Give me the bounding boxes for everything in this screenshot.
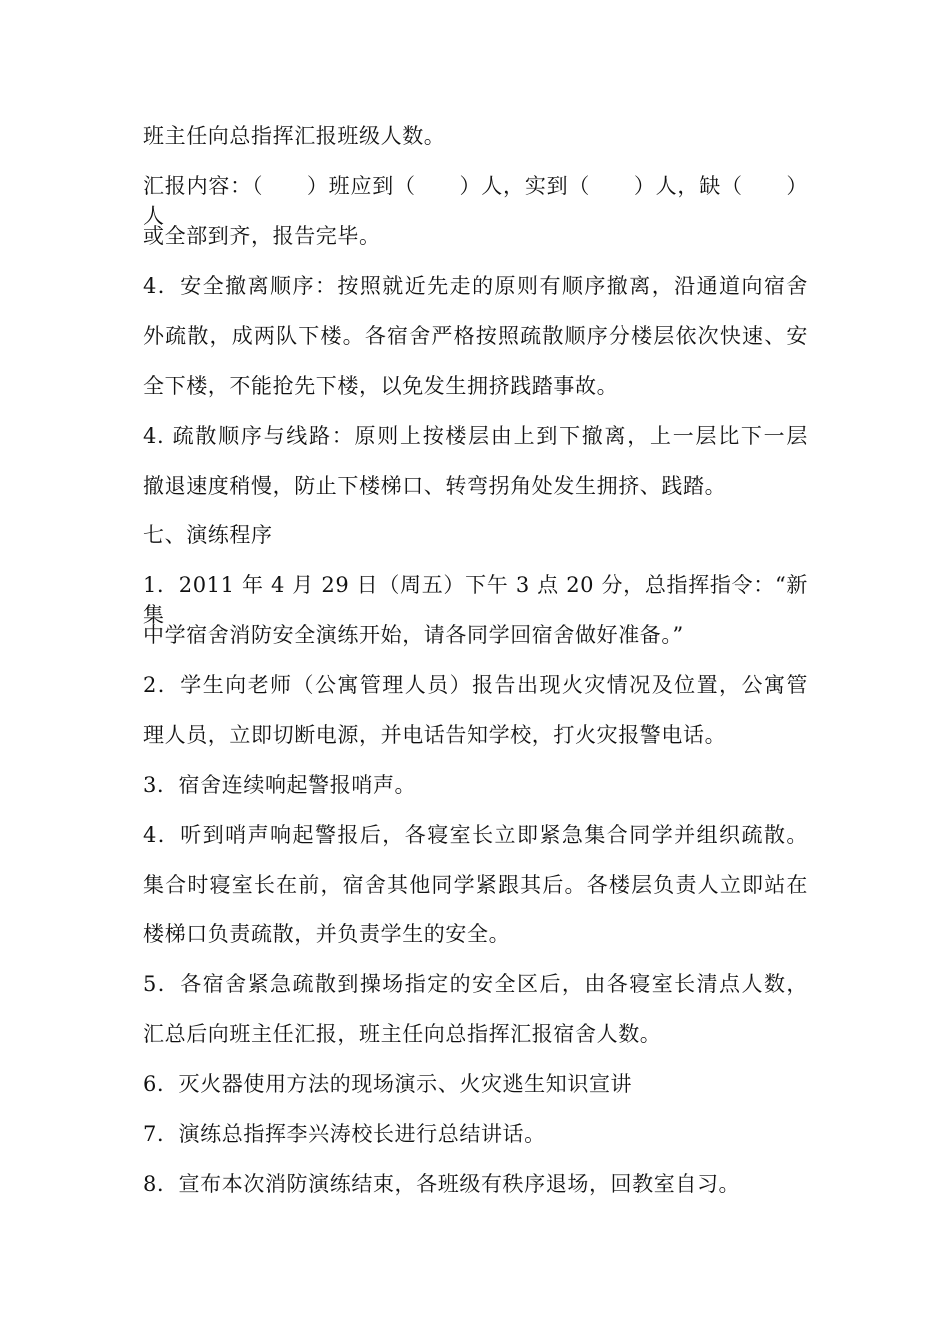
section-heading: 七、演练程序	[143, 523, 273, 547]
text-line: 7．演练总指挥李兴涛校长进行总结讲话。	[143, 1122, 546, 1146]
text-line: 汇报内容：（ ）班应到（ ）人，实到（ ）人，缺（ ）人	[143, 174, 808, 228]
text-line: 4. 疏散顺序与线路：原则上按楼层由上到下撤离，上一层比下一层	[143, 424, 808, 448]
text-line: 2．学生向老师（公寓管理人员）报告出现火灾情况及位置，公寓管	[143, 673, 808, 697]
text-line: 5．各宿舍紧急疏散到操场指定的安全区后，由各寝室长清点人数，	[143, 972, 808, 996]
text-line: 汇总后向班主任汇报，班主任向总指挥汇报宿舍人数。	[143, 1022, 662, 1046]
text-line: 或全部到齐，报告完毕。	[143, 224, 381, 248]
text-line: 全下楼，不能抢先下楼，以免发生拥挤践踏事故。	[143, 374, 619, 398]
text-line: 6．灭火器使用方法的现场演示、火灾逃生知识宣讲	[143, 1072, 633, 1096]
text-line: 8．宣布本次消防演练结束，各班级有秩序退场，回教室自习。	[143, 1172, 741, 1196]
text-line: 撤退速度稍慢，防止下楼梯口、转弯拐角处发生拥挤、践踏。	[143, 474, 727, 498]
text-line: 3．宿舍连续响起警报哨声。	[143, 773, 417, 797]
text-line: 4．安全撤离顺序：按照就近先走的原则有顺序撤离，沿通道向宿舍	[143, 274, 808, 298]
text-line: 外疏散，成两队下楼。各宿舍严格按照疏散顺序分楼层依次快速、安	[143, 324, 808, 348]
text-line: 4．听到哨声响起警报后，各寝室长立即紧急集合同学并组织疏散。	[143, 823, 808, 847]
text-line: 中学宿舍消防安全演练开始，请各同学回宿舍做好准备。”	[143, 623, 684, 647]
text-line: 班主任向总指挥汇报班级人数。	[143, 124, 446, 148]
text-line: 理人员，立即切断电源，并电话告知学校，打火灾报警电话。	[143, 723, 727, 747]
text-line: 楼梯口负责疏散，并负责学生的安全。	[143, 922, 511, 946]
text-line: 集合时寝室长在前，宿舍其他同学紧跟其后。各楼层负责人立即站在	[143, 873, 808, 897]
text-line: 1．2011 年 4 月 29 日（周五）下午 3 点 20 分，总指挥指令：“新集	[143, 573, 808, 627]
